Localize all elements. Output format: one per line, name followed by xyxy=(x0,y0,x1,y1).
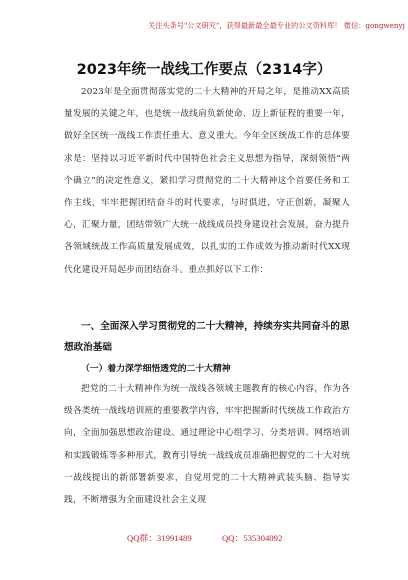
header-notice: 关注头条号"公文研究"，获得最新最全最专业的公文资料库！ 微信：gongwenyj xyxy=(148,21,405,30)
footer-qq-group: QQ群：31991489 xyxy=(127,533,192,543)
footer-qq-contact: QQ：535304092 xyxy=(222,533,283,543)
intro-paragraph: 2023年是全面贯彻落实党的二十大精神的开局之年，是推动XX高质量发展的关键之年，也是统一战线肩负新使命、迈上新征程的重要一年，做好全区统一战线工作责任重大、意义重大。今年全区统战工作的总体要求是：坚持以习近平新时代中国特色社会主义思想为指导，深刻领悟“两个确立”的决定性意义，紧扣学习贯彻党的二十大精神这个首要任务和工作主线，牢牢把握团结奋斗的时代要求，与时俱进，守正创新，凝聚人心，汇聚力量，团结带领广大统一战线成员投身建设社会发展，奋力提升各领域统战工作高质量发展成效，以扎实的工作成效为推动新时代XX现代化建设开局起步而团结奋斗。重点抓好以下工作： xyxy=(64,87,350,275)
section-heading-1: 一、全面深入学习贯彻党的二十大精神，持续夯实共同奋斗的思想政治基础 xyxy=(64,321,350,353)
subsection-heading-1: （一）着力深学细悟透党的二十大精神 xyxy=(81,364,231,374)
document-title: 2023年统一战线工作要点（2314字） xyxy=(76,62,332,78)
subsection-paragraph: 把党的二十大精神作为统一战线各领域主题教育的核心内容，作为各级各类统一战线培训班的重要教学内容，牢牢把握新时代统战工作政治方向，全面加强思想政治建设。通过理论中心组学习、分类培训、网络培训和实践锻炼等多种形式，教育引导统一战线成员准确把握党的二十大对统一战线提出的新部署新要求，自觉用党的二十大精神武装头脑、指导实践，不断增强为全面建设社会主义现 xyxy=(64,384,350,506)
